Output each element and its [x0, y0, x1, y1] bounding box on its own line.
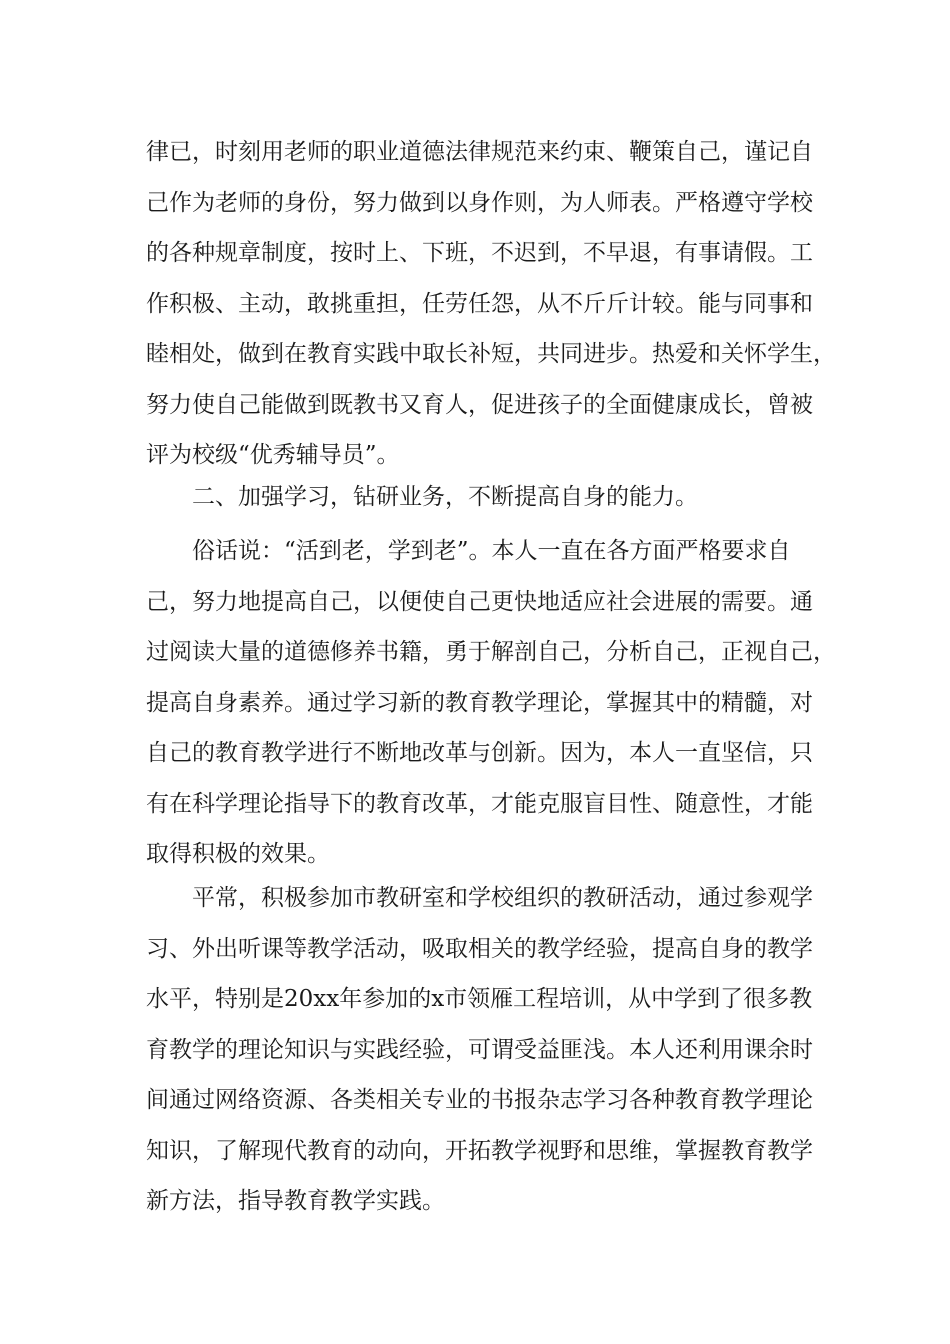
paragraph-1: [146, 127, 836, 481]
paragraph-line: 睦相处，做到在教育实践中取长补短，共同进步。热爱和关怀学生，: [146, 341, 836, 367]
paragraph-line: 己，努力地提高自己，以便使自己更快地适应社会进展的需要。通: [146, 588, 813, 615]
paragraph-line: 评为校级“优秀辅导员”。: [146, 442, 400, 468]
paragraph-line: 的各种规章制度，按时上、下班，不迟到，不早退，有事请假。工: [146, 240, 813, 266]
paragraph-line: 育教学的理论知识与实践经验，可谓受益匪浅。本人还利用课余时: [146, 1036, 813, 1063]
section-heading: [146, 472, 810, 523]
paragraph-line: 间通过网络资源、各类相关专业的书报杂志学习各种教育教学理论: [146, 1087, 813, 1113]
paragraph-3: [146, 873, 813, 1227]
paragraph-line: 作积极、主动，敢挑重担，任劳任怨，从不斤斤计较。能与同事和: [146, 290, 813, 317]
paragraph-line: 律已，时刻用老师的职业道德法律规范来约束、鞭策自己，谨记自: [146, 139, 813, 165]
paragraph-line: 有在科学理论指导下的教育改革，才能克服盲目性、随意性，才能: [146, 790, 813, 817]
section-heading-line: 二、加强学习，钻研业务，不断提高自身的能力。: [192, 484, 698, 510]
paragraph-line: 知识，了解现代教育的动向，开拓教学视野和思维，掌握教育教学: [146, 1137, 813, 1164]
paragraph-line: 习、外出听课等教学活动，吸取相关的教学经验，提高自身的教学: [146, 935, 813, 962]
paragraph-line: 己作为老师的身份，努力做到以身作则，为人师表。严格遵守学校: [146, 189, 813, 216]
paragraph-line: 取得积极的效果。: [146, 841, 330, 867]
paragraph-line: 俗话说：“活到老，学到老”。本人一直在各方面严格要求自: [192, 538, 791, 564]
paragraph-line: 水平，特别是20xx年参加的x市领雁工程培训，从中学到了很多教: [146, 986, 813, 1012]
paragraph-line: 过阅读大量的道德修养书籍，勇于解剖自己，分析自己，正视自己，: [146, 639, 836, 665]
paragraph-line: 努力使自己能做到既教书又育人，促进孩子的全面健康成长，曾被: [146, 391, 813, 418]
paragraph-line: 自己的教育教学进行不断地改革与创新。因为，本人一直坚信，只: [146, 740, 813, 766]
paragraph-line: 新方法，指导教育教学实践。: [146, 1188, 445, 1214]
paragraph-2: [146, 526, 836, 880]
paragraph-line: 平常，积极参加市教研室和学校组织的教研活动，通过参观学: [192, 885, 813, 911]
paragraph-line: 提高自身素养。通过学习新的教育教学理论，掌握其中的精髓，对: [146, 689, 813, 716]
